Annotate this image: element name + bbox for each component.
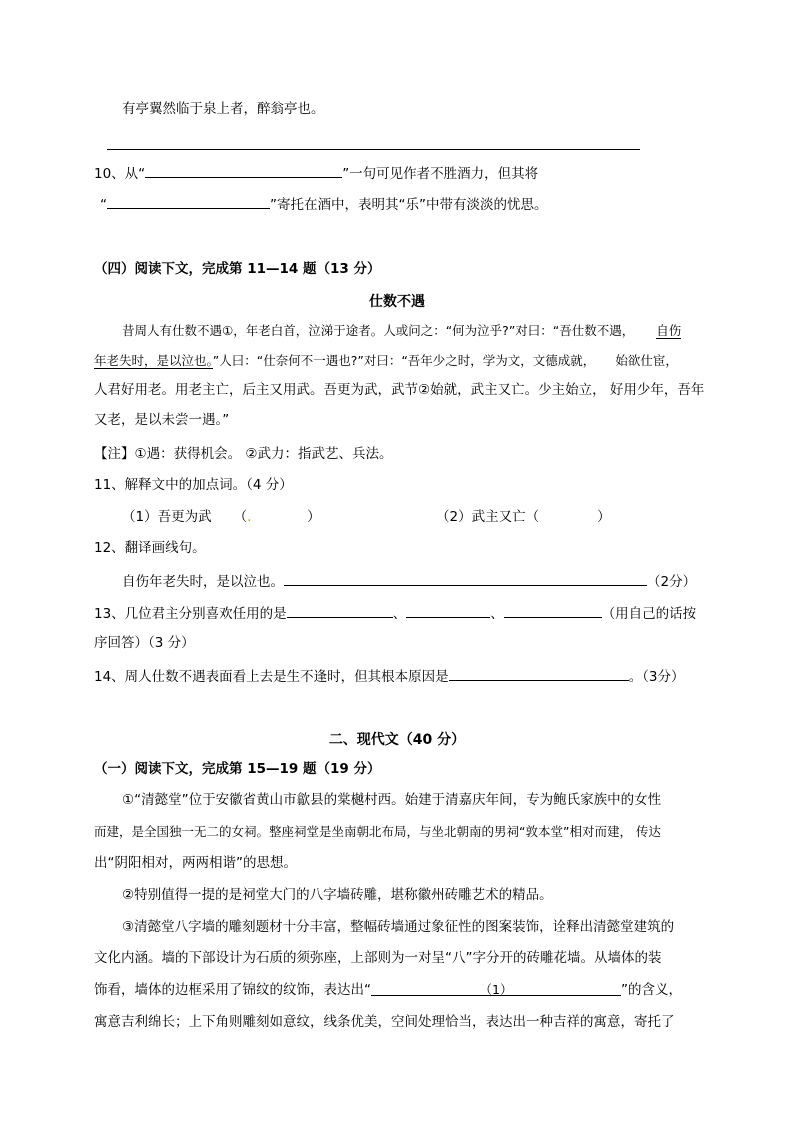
q13-separator: 、	[490, 606, 504, 622]
q11-item1-text: （1）吾更为武	[122, 509, 212, 525]
section-2-heading: 二、现代文（40 分）	[328, 732, 466, 748]
question-13-line2: 序回答）（3 分）	[94, 635, 195, 651]
q11-item2-paren: ）	[597, 509, 611, 525]
q10-text-c: “	[100, 197, 107, 213]
passage-title: 仕数不遇	[369, 294, 425, 310]
q10-text-b: ”一句可见作者不胜酒力，但其将	[342, 166, 539, 182]
question-11-item-2	[436, 507, 611, 527]
para-3-text-tail: ”的含义，	[621, 982, 682, 998]
q13-text: 13、几位君主分别喜欢任用的是	[94, 606, 287, 622]
q11-paren-right: ）	[307, 509, 321, 525]
passage-text: 始欲仕宦，	[615, 353, 678, 368]
question-11-item-1	[122, 507, 321, 527]
para-3-line-4: 寓意吉利绵长；上下角则雕刻如意纹，线条优美，空间处理恰当，表达出一种吉祥的寓意，寄托了	[94, 1014, 675, 1030]
para-1-line-3: 出“阴阳相对，两两相谐”的思想。	[94, 855, 297, 871]
para-3-line-1: ③清懿堂八字墙的雕刻题材十分丰富，整幅砖墙通过象征性的图案装饰，诠释出清懿堂建筑的	[122, 919, 675, 935]
q10-text-d: ”寄托在酒中，表明其“乐”中带有淡淡的忧思。	[270, 197, 548, 213]
para-1-line-2: 而建，是全国独一无二的女祠。整座祠堂是坐南朝北布局，与坐北朝南的男祠“敦本堂”相对而建， 传达	[94, 824, 661, 839]
q13-blank-2[interactable]	[406, 602, 490, 618]
passage-line-4: 又老，是以未尝一遇。”	[94, 412, 230, 428]
para-3-line-3	[94, 980, 682, 1000]
q13-text-tail: （用自己的话按	[601, 606, 697, 622]
q10-blank-1[interactable]	[145, 162, 342, 178]
para-3-line-2: 文化内涵。墙的下部设计为石质的须弥座，上部则为一对呈“八”字分开的砖雕花墙。从墙体的装	[94, 950, 662, 966]
para-3-blank-1[interactable]: （1）	[371, 980, 621, 996]
q13-blank-3[interactable]	[504, 602, 602, 618]
q10-text-a: 10、从“	[94, 166, 146, 182]
q12-sentence-text: 自伤年老失时，是以泣也。	[122, 574, 284, 590]
q13-separator: 、	[392, 606, 407, 622]
passage-line-1	[122, 321, 681, 341]
q12-answer-blank[interactable]	[284, 570, 647, 586]
q11-blank-1[interactable]: .	[247, 509, 252, 525]
question-10-line1	[94, 162, 538, 184]
annotation-note: 【注】①遇：获得机会。 ②武力：指武艺、兵法。	[94, 446, 393, 462]
passage-text: ”人曰：“仕奈何不一遇也?”对曰：“吾年少之时，学为文，文德成就，	[212, 353, 596, 368]
question-11: 11、解释文中的加点词。（4 分）	[94, 477, 293, 493]
answer-rule	[107, 149, 640, 150]
section-4-heading: （四）阅读下文，完成第 11—14 题（13 分）	[94, 261, 381, 277]
question-12-sentence	[122, 570, 696, 592]
question-10-line2	[100, 193, 547, 215]
para-3-text: 饰看，墙体的边框采用了锦纹的纹饰，表达出“	[94, 982, 371, 998]
q13-blank-1[interactable]	[287, 602, 393, 618]
passage-line-2	[94, 351, 678, 371]
question-14	[94, 665, 685, 687]
q11-item2-text: （2）武主又亡（	[436, 509, 540, 525]
underlined-sentence-end: 年老失时，是以泣也。	[94, 353, 213, 368]
q14-points: 。（3分）	[628, 669, 685, 685]
prev-answer-line: 有亭翼然临于泉上者，醉翁亭也。	[122, 101, 325, 117]
q10-blank-2[interactable]	[107, 193, 270, 209]
q12-points: （2分）	[647, 574, 697, 590]
passage-text: 昔周人有仕数不遇①，年老白首，泣涕于途者。人或问之：“何为泣乎?”对曰：“吾仕数不遇，	[122, 323, 635, 338]
q11-paren-left: （	[233, 509, 248, 525]
underlined-sentence-start: 自伤	[656, 323, 682, 338]
para-2: ②特别值得一提的是祠堂大门的八字墙砖雕，堪称徽州砖雕艺术的精品。	[122, 887, 553, 903]
question-12: 12、翻译画线句。	[94, 540, 206, 556]
question-13-line1	[94, 602, 696, 624]
para-1-line-1: ①“清懿堂”位于安徽省黄山市歙县的棠樾村西。始建于清嘉庆年间，专为鲍氏家族中的女性	[122, 792, 662, 808]
q14-text: 14、周人仕数不遇表面看上去是生不逢时，但其根本原因是	[94, 669, 449, 685]
section-2-subheading: （一）阅读下文，完成第 15—19 题（19 分）	[94, 761, 381, 777]
q14-blank[interactable]	[449, 665, 629, 681]
passage-line-3: 人君好用老。用老主亡，后主又用武。吾更为武，武节②始就，武主又亡。少主始立， 好用少年，吾年	[94, 382, 705, 398]
